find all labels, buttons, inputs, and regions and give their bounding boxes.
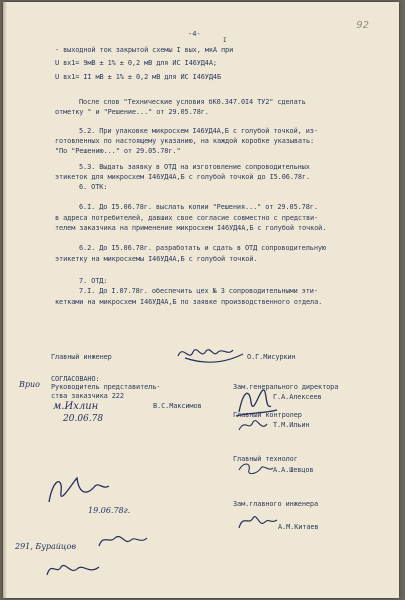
signature-text-line: Главный инженер [51, 353, 112, 361]
signature-text-line: Г.А.Алексеев [273, 393, 322, 401]
body-text-line: U вх1= II мВ ± 1% ± 0,2 мВ для ИС I46УД4Б [55, 73, 221, 81]
body-text-line: - выходной ток закрытой схемы I вых, мкА при [55, 46, 234, 54]
signature-text-line: Зам.генерального директора [233, 383, 339, 391]
body-text-line: готовленных по настоящему указанию, на каждой коробке указывать: [55, 137, 315, 145]
body-text-line: U вх1= 9мВ ± 1% ± 0,2 мВ для ИС I46УД4А; [55, 59, 217, 67]
signature-text-line: Т.М.Ильин [273, 421, 310, 429]
body-text-line: этикеток для микросхем I46УД4А,Б с голубой точкой до I5.06.78г. [55, 173, 311, 181]
body-text-line: этикетку на микросхемы I46УД4А,Б с голубой точкой. [55, 255, 258, 263]
body-text-line: 7.I. До I.07.78г. обеспечить цех № 3 сопроводительными эти- [79, 287, 318, 295]
signature-text-line: А.М.Китаев [278, 523, 319, 531]
left-signature-3 [43, 557, 103, 583]
body-text-line: 5.2. При упаковке микросхем I46УД4А,Б с голубой точкой, из- [79, 127, 318, 135]
signature-text-line: Руководитель представитель- [51, 383, 161, 391]
handwritten-maksimov-signature: м.Ихлин [53, 401, 99, 412]
document-page [3, 2, 399, 598]
body-text-line: отметку " и "Решение..." от 29.05.78г. [55, 108, 209, 116]
page-number: -4- [188, 30, 201, 38]
handwritten-note-bottom: 291, Бурайцов [15, 542, 76, 551]
body-text-line: 6.I. До I5.06.78г. выслать копии "Решения..." от 29.05.78г. [79, 203, 318, 211]
body-text-line: телем заказчика на применение микросхем I46УД4А,Б с голубой точкой. [55, 224, 327, 232]
chief-engineer-signature [173, 342, 248, 366]
corner-page-note: 92 [356, 20, 369, 31]
signature-text-line: СОГЛАСОВАНО: [51, 375, 100, 383]
signature-text-line: А.А.Шевцов [273, 466, 314, 474]
body-text-line: После слов "Технические условия бК0.347.0I4 ТУ2" сделать [79, 98, 306, 106]
left-signature-2 [95, 530, 150, 552]
handwritten-date-2: 19.06.78г. [88, 506, 131, 515]
signature-text-line: Главный технолог [233, 455, 298, 463]
body-text-line: 6. ОТК: [79, 183, 108, 191]
signature-text-line: В.С.Максимов [153, 402, 202, 410]
chief-controller-signature [235, 414, 275, 436]
body-text-line: 6.2. До I5.06.78г. разработать и сдать в ОТД сопроводительную [79, 244, 326, 252]
body-text-line: кетками на микросхем I46УД4А,Б по заявке производственного отдела. [55, 298, 323, 306]
signature-text-line: Зам.главного инженера [233, 500, 319, 508]
body-text-line: "По "Решению..." от 29.05.78г." [55, 147, 181, 155]
signature-text-line: ства заказчика 222 [51, 392, 124, 400]
left-signature-1 [43, 472, 113, 512]
handwritten-date-1: 20.06.78 [63, 414, 104, 424]
body-text-line: 7. ОТД: [79, 277, 108, 285]
chief-technologist-signature [235, 460, 275, 478]
handwritten-vrio: Врио [19, 380, 40, 389]
body-text-line: 5.3. Выдать заявку в ОТД на изготовление сопроводительных [79, 163, 310, 171]
deputy-chief-engineer-signature [235, 510, 280, 534]
body-text-line: в адреса потребителей, давших свое согласие совместно с предстви- [55, 214, 319, 222]
signature-text-line: Главный контролер [233, 411, 302, 419]
page-edge-shadow [3, 2, 7, 598]
signature-text-line: О.Г.Мисуркин [247, 353, 296, 361]
superscript-mark: I [223, 37, 227, 44]
